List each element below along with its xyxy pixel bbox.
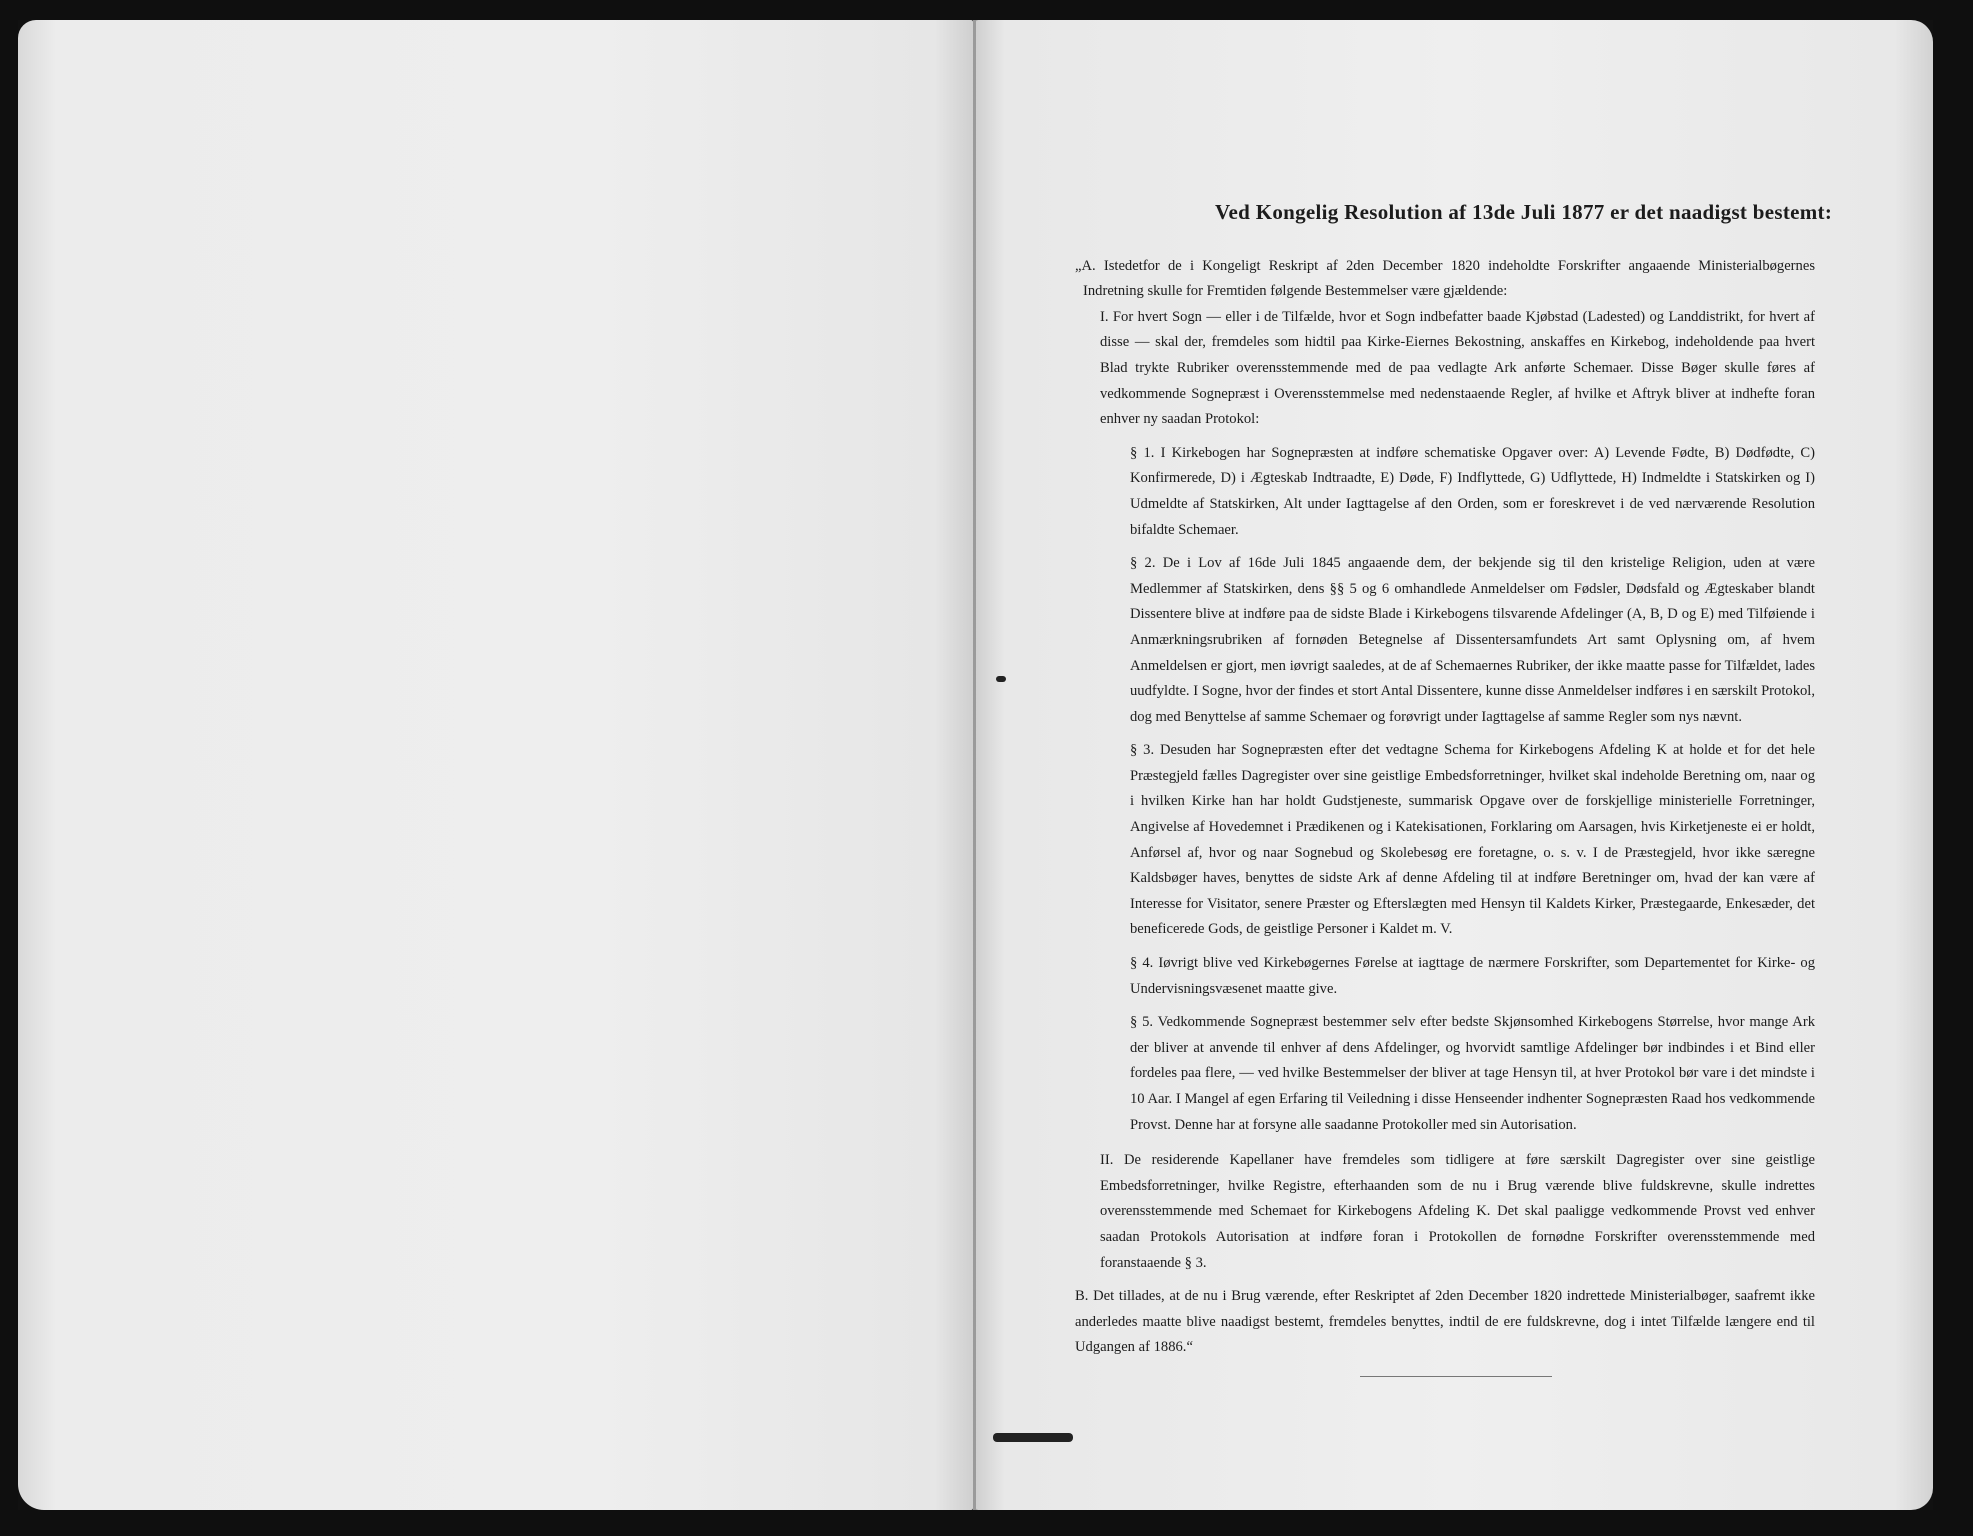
document-title: Ved Kongelig Resolution af 13de Juli 1877 er det naadigst bestemt: [1215, 200, 1833, 224]
section-a: „A. Istedetfor de i Kongeligt Reskript af 2den December 1820 indeholdte Forskrifter angaaende Ministerialbøgernes Indretning skulle for Fremtiden følgende Bestemmelser være gjældende: [1075, 257, 1815, 300]
paragraph-2: § 2. De i Lov af 16de Juli 1845 angaaende dem, der bekjende sig til den kristelige Religion, uden at være Medlemmer af Statskirken, dens §§ 5 og 6 omhandlede Anmeldelser om Fødsler, Dødsfald og Ægteskaber blandt Dissentere blive at indføre paa de sidste Blade i Kirkebogens tilsvarende Afdelinger (A, B, D og E) med Tilføiende i Anmærkningsrubriken af fornøden Betegnelse af Dissentersamfundets Art samt Oplysning om, af hvem Anmeldelsen er gjort, men iøvrigt saaledes, at de af Schemaernes Rubriker, der ikke maatte passe for Tilfældet, lades uudfyldte. I Sogne, hvor der findes et stort Antal Dissentere, kunne disse Anmeldelser indføres i en særskilt Protokol, dog med Benyttelse af samme Schemaer og forøvrigt under Iagttagelse af samme Regler som nys nævnt. [1130, 555, 1815, 725]
binding-thread [993, 1433, 1073, 1442]
item-2: II. De residerende Kapellaner have fremdeles som tidligere at føre særskilt Dagregister over sine geistlige Embedsforretninger, hvilke Registre, efterhaanden som de nu i Brug værende blive fuldskrevne, skulle indrettes overensstemmende med Schemaet for Kirkebogens Afdeling K. Det skal paaligge vedkommende Provst ved enhver saadan Protokols Autorisation at indføre foran i Protokollen de fornødne Forskrifter overensstemmende med foranstaaende § 3. [1100, 1152, 1815, 1271]
section-b: B. Det tillades, at de nu i Brug værende, efter Reskriptet af 2den December 1820 indrettede Ministerialbøger, saafremt ikke anderledes maatte blive naadigst bestemt, fremdeles benyttes, indtil de ere fuldskrevne, dog i intet Tilfælde længere end til Udgangen af 1886.“ [1075, 1288, 1815, 1356]
left-page-blank [18, 20, 973, 1510]
paragraph-1: § 1. I Kirkebogen har Sognepræsten at indføre schematiske Opgaver over: A) Levende Fødte, B) Dødfødte, C) Konfirmerede, D) i Ægteskab Indtraadte, E) Døde, F) Indflyttede, G) Udflyttede, H) Indmeldte i Statskirken og I) Udmeldte af Statskirken, Alt under Iagttagelse af den Orden, som er foreskrevet i de ved nærværende Resolution bifaldte Schemaer. [1130, 444, 1815, 538]
paragraph-5: § 5. Vedkommende Sognepræst bestemmer selv efter bedste Skjønsomhed Kirkebogens Størrelse, hvor mange Ark der bliver at anvende til enhver af dens Afdelinger, og hvorvidt samtlige Afdelinger bør indbindes i et Bind eller fordeles paa flere, — ved hvilke Bestemmelser der bliver at tage Hensyn til, at hver Protokol bør vare i det mindste i 10 Aar. I Mangel af egen Erfaring til Veiledning i disse Henseender indhenter Sognepræsten Raad hos vedkommende Provst. Denne har at forsyne alle saadanne Protokoller med sin Autorisation. [1130, 1014, 1815, 1133]
paragraph-4: § 4. Iøvrigt blive ved Kirkebøgernes Førelse at iagttage de nærmere Forskrifter, som Departementet for Kirke- og Undervisningsvæsenet maatte give. [1130, 955, 1815, 997]
binding-stitch [996, 676, 1006, 682]
closing-rule [1360, 1376, 1552, 1377]
item-1: I. For hvert Sogn — eller i de Tilfælde, hvor et Sogn indbefatter baade Kjøbstad (Ladested) og Landdistrikt, for hvert af disse — skal der, fremdeles som hidtil paa Kirke-Eiernes Bekostning, anskaffes en Kirkebog, indeholdende paa hvert Blad trykte Rubriker overensstemmende med de paa vedlagte Ark anførte Schemaer. Disse Bøger skulle føres af vedkommende Sognepræst i Overensstemmelse med nedenstaaende Regler, af hvilke et Aftryk bliver at indhefte foran enhver ny saadan Protokol: [1100, 308, 1815, 428]
resolution-text [1075, 200, 1833, 1361]
paragraph-3: § 3. Desuden har Sognepræsten efter det vedtagne Schema for Kirkebogens Afdeling K at holde et for det hele Præstegjeld fælles Dagregister over sine geistlige Embedsforretninger, hvilket skal indeholde Beretning om, naar og i hvilken Kirke han har holdt Gudstjeneste, summarisk Opgave over de forskjellige ministerielle Forretninger, Angivelse af Hovedemnet i Prædikenen og i Katekisationen, Forklaring om Aarsagen, hvis Kirketjeneste ei er holdt, Anførsel af, hvor og naar Sognebud og Skolebesøg ere foretagne, o. s. v. I de Præstegjeld, hvor ikke særegne Kaldsbøger haves, benyttes de sidste Ark af denne Afdeling til at indføre Beretninger om, hvad der kan være af Interesse for Visitator, senere Præster og Efterslægten med Hensyn til Kaldets Kirker, Præstegaarde, Enkesæder, det beneficerede Gods, de geistlige Personer i Kaldet m. V. [1130, 742, 1815, 938]
